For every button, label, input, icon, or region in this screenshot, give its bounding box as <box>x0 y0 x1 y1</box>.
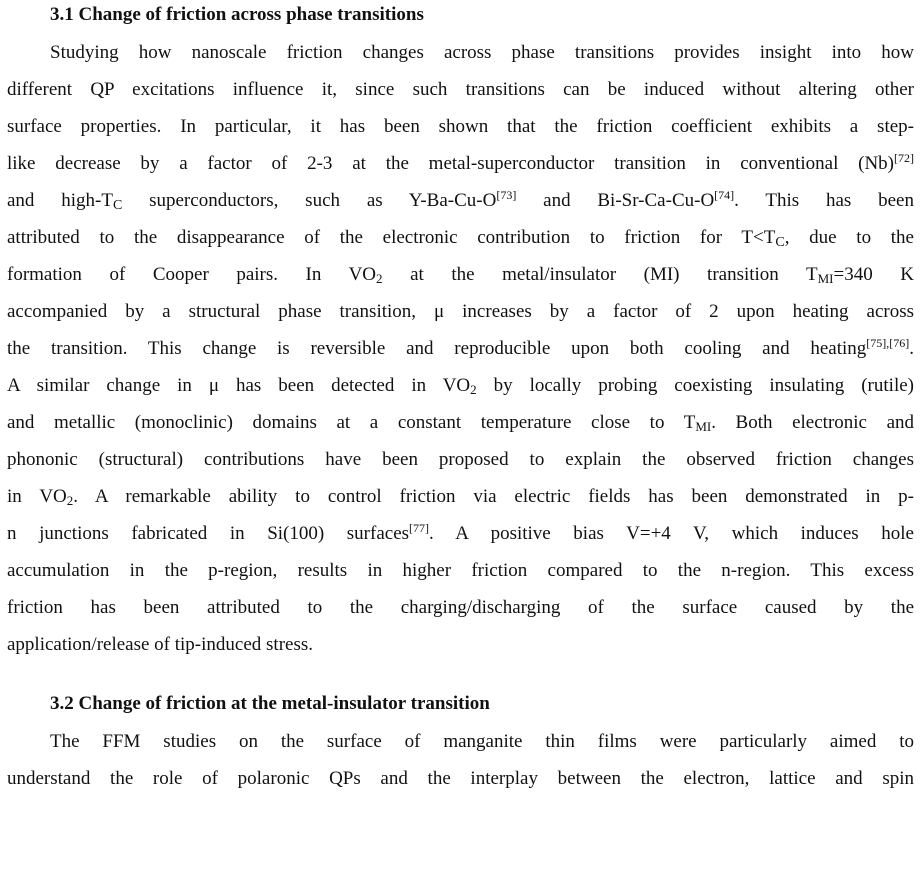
citation-ref: [72] <box>894 151 914 165</box>
paragraph-line: phononic (structural) contributions have been proposed to explain the observed friction changes <box>7 449 914 470</box>
paragraph-line: surface properties. In particular, it has been shown that the friction coefficient exhibits a step- <box>7 116 914 137</box>
paragraph-line <box>7 153 914 175</box>
paragraph-line <box>7 375 914 397</box>
text-run: attributed to the disappearance of the electronic contribution to friction for T<T <box>7 227 776 248</box>
subscript: 2 <box>470 382 477 397</box>
paragraph-line <box>7 264 914 286</box>
text-run: and metallic (monoclinic) domains at a constant temperature close to T <box>7 412 696 433</box>
citation-ref: [77] <box>409 521 430 535</box>
paragraph-line: accumulation in the p-region, results in higher friction compared to the n-region. This excess <box>7 560 914 581</box>
text-run: . This has been <box>734 190 914 211</box>
text-run: . A remarkable ability to control friction via electric fields has been demonstrated in p- <box>73 486 914 507</box>
text-run: =340 K <box>833 264 914 285</box>
paragraph-line: different QP excitations influence it, since such transitions can be induced without altering other <box>7 79 914 100</box>
subscript: C <box>775 235 785 250</box>
text-run: like decrease by a factor of 2-3 at the metal-superconductor transition in conventional (Nb) <box>7 153 894 174</box>
paragraph-line <box>7 486 914 508</box>
subscript: MI <box>817 271 834 286</box>
text-run: n junctions fabricated in Si(100) surfaces <box>7 523 410 544</box>
citation-ref: [74] <box>714 188 735 202</box>
citation-ref: [75],[76] <box>866 336 910 350</box>
paragraph-line <box>7 412 914 434</box>
text-run: and high-T <box>7 190 113 211</box>
text-run: and Bi-Sr-Ca-Cu-O <box>516 190 715 211</box>
paragraph-line: understand the role of polaronic QPs and the interplay between the electron, lattice and spin <box>7 768 914 789</box>
paragraph-line: accompanied by a structural phase transition, μ increases by a factor of 2 upon heating across <box>7 301 914 322</box>
text-run: at the metal/insulator (MI) transition T <box>382 264 818 285</box>
paragraph-line <box>7 190 914 212</box>
paragraph-line <box>7 523 914 545</box>
subscript: MI <box>695 419 712 434</box>
text-run: the transition. This change is reversible and reproducible upon both cooling and heating <box>7 338 867 359</box>
text-run: . Both electronic and <box>711 412 915 433</box>
paragraph-line: friction has been attributed to the charging/discharging of the surface caused by the <box>7 597 914 618</box>
paragraph-line: Studying how nanoscale friction changes across phase transitions provides insight into how <box>50 42 914 63</box>
text-run: formation of Cooper pairs. In VO <box>7 264 377 285</box>
text-run: A similar change in μ has been detected in VO <box>7 375 471 396</box>
citation-ref: [73] <box>496 188 517 202</box>
text-run: . <box>909 338 914 359</box>
paragraph-line: application/release of tip-induced stress. <box>7 634 314 655</box>
text-run: . A positive bias V=+4 V, which induces hole <box>429 523 914 544</box>
text-run: in VO <box>7 486 67 507</box>
subscript: 2 <box>66 493 74 508</box>
paragraph-line: The FFM studies on the surface of manganite thin films were particularly aimed to <box>50 731 914 752</box>
text-run: , due to the <box>784 227 914 248</box>
subscript: 2 <box>376 271 383 286</box>
section-3-1-heading: 3.1 Change of friction across phase transitions <box>50 4 424 25</box>
paragraph-line <box>7 338 914 360</box>
text-run: by locally probing coexisting insulating (rutile) <box>476 375 914 396</box>
text-run: superconductors, such as Y-Ba-Cu-O <box>122 190 497 211</box>
paragraph-line <box>7 227 914 249</box>
section-3-2-heading: 3.2 Change of friction at the metal-insulator transition <box>50 693 490 714</box>
subscript: C <box>112 198 123 213</box>
